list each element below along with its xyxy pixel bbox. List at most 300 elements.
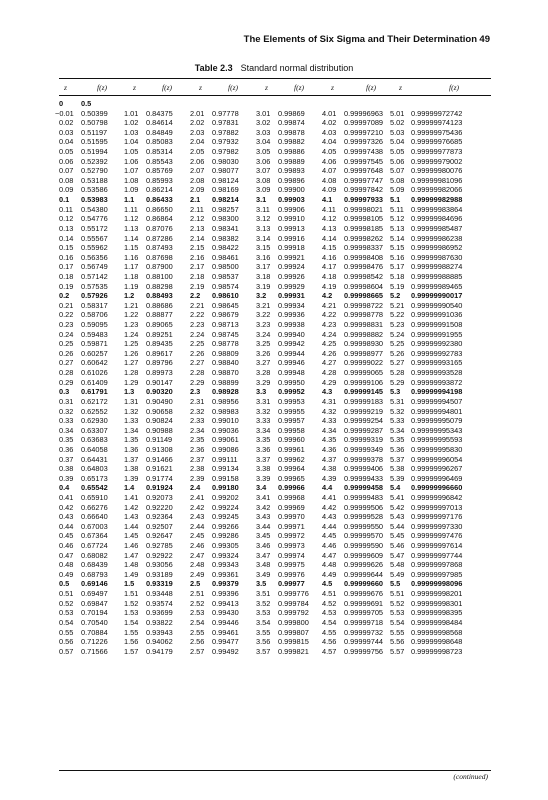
column-header: f(z) bbox=[228, 83, 238, 92]
table-cell: 0.28 bbox=[59, 368, 74, 378]
table-cell: 0.98257 bbox=[212, 204, 239, 214]
table-cell: 0.92922 bbox=[146, 550, 173, 560]
table-cell: 2.33 bbox=[190, 416, 205, 426]
table-cell: 0.89251 bbox=[146, 329, 173, 339]
table-cell: 0.62552 bbox=[81, 406, 108, 416]
table-cell: 0.99958 bbox=[278, 425, 305, 435]
column-header: z bbox=[265, 83, 268, 92]
table-cell: 0.99999986952 bbox=[411, 243, 463, 253]
table-cell: 3.4 bbox=[256, 483, 267, 493]
table-cell: 0.99999183 bbox=[344, 396, 384, 406]
table-cell: 0.97982 bbox=[212, 147, 239, 157]
table-cell: 0.99896 bbox=[278, 175, 305, 185]
table-cell: 0.99343 bbox=[212, 560, 239, 570]
table-cell: 0.999815 bbox=[278, 637, 309, 647]
table-cell: 0.99998337 bbox=[344, 243, 384, 253]
table-cell: 0.99999991955 bbox=[411, 329, 463, 339]
table-cell: 0.93699 bbox=[146, 608, 173, 618]
table-cell: 5.38 bbox=[390, 464, 405, 474]
table-cell: 2.23 bbox=[190, 320, 205, 330]
table-cell: 0.99999287 bbox=[344, 425, 384, 435]
table-cell: 1.37 bbox=[124, 454, 139, 464]
table-cell: 0.99999219 bbox=[344, 406, 384, 416]
table-cell: 5.27 bbox=[390, 358, 405, 368]
table-cell: 0.86864 bbox=[146, 214, 173, 224]
table-cell: 0.98679 bbox=[212, 310, 239, 320]
table-cell: 2.36 bbox=[190, 444, 205, 454]
table-cell: 1.47 bbox=[124, 550, 139, 560]
table-cell: 0.99999406 bbox=[344, 464, 384, 474]
table-cell: 0.92220 bbox=[146, 502, 173, 512]
table-cell: 3.55 bbox=[256, 627, 271, 637]
table-cell: 2.3 bbox=[190, 387, 201, 397]
table-cell: 0.98713 bbox=[212, 320, 239, 330]
table-cell: 0.54380 bbox=[81, 204, 108, 214]
table-cell: 5.55 bbox=[390, 627, 405, 637]
table-cell: 1.31 bbox=[124, 396, 139, 406]
table-cell: 2.5 bbox=[190, 579, 201, 589]
table-cell: 1.46 bbox=[124, 541, 139, 551]
table-cell: 0.99999990017 bbox=[411, 291, 463, 301]
table-cell: 0.99999996660 bbox=[411, 483, 463, 493]
bottom-rule bbox=[59, 770, 491, 771]
table-cell: 2.08 bbox=[190, 175, 205, 185]
table-cell: 5.56 bbox=[390, 637, 405, 647]
table-cell: 0.49 bbox=[59, 569, 74, 579]
table-cell: 0.58706 bbox=[81, 310, 108, 320]
table-cell: 0.98745 bbox=[212, 329, 239, 339]
table-cell: 0.98077 bbox=[212, 166, 239, 176]
table-row bbox=[59, 310, 491, 320]
table-cell: 0.99964 bbox=[278, 464, 305, 474]
table-cell: 0.999807 bbox=[278, 627, 309, 637]
table-cell: 4.32 bbox=[322, 406, 337, 416]
table-row bbox=[59, 195, 491, 205]
table-cell: 0.99997438 bbox=[344, 147, 384, 157]
table-cell: 4.47 bbox=[322, 550, 337, 560]
table-cell: 0.99999458 bbox=[344, 483, 384, 493]
table-cell: 0.88100 bbox=[146, 271, 173, 281]
table-cell: 0.55567 bbox=[81, 233, 108, 243]
table-cell: 4.19 bbox=[322, 281, 337, 291]
table-cell: 1.13 bbox=[124, 223, 139, 233]
table-cell: 0.25 bbox=[59, 339, 74, 349]
table-cell: 5.17 bbox=[390, 262, 405, 272]
table-cell: 3.56 bbox=[256, 637, 271, 647]
table-cell: 0.99999550 bbox=[344, 521, 384, 531]
table-cell: 0.61409 bbox=[81, 377, 108, 387]
table-row bbox=[59, 137, 491, 147]
table-cell: 3.39 bbox=[256, 473, 271, 483]
table-cell: 3.37 bbox=[256, 454, 271, 464]
table-cell: 0.99999992380 bbox=[411, 339, 463, 349]
table-row bbox=[59, 551, 491, 561]
table-cell: 1.5 bbox=[124, 579, 135, 589]
table-cell: 0.59871 bbox=[81, 339, 108, 349]
table-cell: 4.21 bbox=[322, 300, 337, 310]
table-cell: 1.52 bbox=[124, 598, 139, 608]
table-cell: 2.11 bbox=[190, 204, 204, 214]
table-cell: 3.57 bbox=[256, 646, 271, 656]
table-cell: 4.2 bbox=[322, 291, 333, 301]
table-cell: 5.07 bbox=[390, 166, 405, 176]
table-cell: 0.99955 bbox=[278, 406, 305, 416]
table-row bbox=[59, 234, 491, 244]
table-cell: 0.99900 bbox=[278, 185, 305, 195]
table-cell: 2.05 bbox=[190, 147, 205, 157]
table-cell: 1.29 bbox=[124, 377, 139, 387]
table-cell: 5.39 bbox=[390, 473, 405, 483]
table-cell: 0.67364 bbox=[81, 531, 108, 541]
table-cell: 0.5 bbox=[81, 99, 92, 108]
table-cell: 5.22 bbox=[390, 310, 405, 320]
table-cell: 0.11 bbox=[59, 204, 73, 214]
table-cell: 5.51 bbox=[390, 589, 405, 599]
table-cell: 1.14 bbox=[124, 233, 139, 243]
table-cell: 0.53586 bbox=[81, 185, 108, 195]
table-cell: 0.99461 bbox=[212, 627, 239, 637]
table-cell: 0.87493 bbox=[146, 243, 173, 253]
table-cell: 3.47 bbox=[256, 550, 271, 560]
table-cell: 3.43 bbox=[256, 512, 271, 522]
table-row bbox=[59, 560, 491, 570]
table-cell: 2.29 bbox=[190, 377, 205, 387]
table-cell: 0.45 bbox=[59, 531, 74, 541]
table-cell: 0.99999705 bbox=[344, 608, 384, 618]
table-cell: 0.93574 bbox=[146, 598, 173, 608]
table-cell: 0.99924 bbox=[278, 262, 305, 272]
table-title: Standard normal distribution bbox=[240, 63, 354, 73]
table-cell: 0.99999570 bbox=[344, 531, 384, 541]
table-cell: 4.14 bbox=[322, 233, 337, 243]
table-cell: 5.19 bbox=[390, 281, 405, 291]
table-cell: 0.99999985487 bbox=[411, 223, 463, 233]
table-cell: 1.48 bbox=[124, 560, 139, 570]
table-row bbox=[59, 272, 491, 282]
table-cell: 0.86650 bbox=[146, 204, 173, 214]
table-cell: 0.99036 bbox=[212, 425, 239, 435]
table-cell: 0.99999997176 bbox=[411, 512, 463, 522]
table-cell: 3.31 bbox=[256, 396, 271, 406]
table-cell: 4.16 bbox=[322, 252, 337, 262]
table-cell: 0.99999433 bbox=[344, 473, 384, 483]
table-cell: 5.06 bbox=[390, 156, 405, 166]
table-cell: 0.99999349 bbox=[344, 444, 384, 454]
table-cell: 0.98030 bbox=[212, 156, 239, 166]
table-cell: 0.99999972742 bbox=[411, 108, 463, 118]
table-cell: 4.57 bbox=[322, 646, 337, 656]
table-cell: 2.26 bbox=[190, 348, 205, 358]
table-cell: 0.99944 bbox=[278, 348, 305, 358]
column-header: z bbox=[331, 83, 334, 92]
table-cell: 3.05 bbox=[256, 147, 271, 157]
table-cell: 0.66640 bbox=[81, 512, 108, 522]
table-cell: 5.18 bbox=[390, 271, 405, 281]
table-cell: 3.52 bbox=[256, 598, 271, 608]
table-cell: 0.56749 bbox=[81, 262, 108, 272]
table-cell: 0.99999996842 bbox=[411, 492, 463, 502]
table-cell: 4.35 bbox=[322, 435, 337, 445]
table-cell: 5.3 bbox=[390, 387, 401, 397]
table-cell: 2.45 bbox=[190, 531, 205, 541]
column-header: f(z) bbox=[366, 83, 376, 92]
table-cell: 0.98899 bbox=[212, 377, 239, 387]
table-cell: 3.5 bbox=[256, 579, 267, 589]
table-cell: 2.01 bbox=[190, 108, 205, 118]
table-cell: 0.99134 bbox=[212, 464, 239, 474]
table-cell: 1.22 bbox=[124, 310, 139, 320]
table-cell: 5.43 bbox=[390, 512, 405, 522]
table-cell: 2.16 bbox=[190, 252, 205, 262]
table-cell: 0.99999998723 bbox=[411, 646, 463, 656]
table-cell: 0.99999998201 bbox=[411, 589, 463, 599]
table-cell: 2.12 bbox=[190, 214, 205, 224]
table-cell: 0.99938 bbox=[278, 320, 305, 330]
table-cell: 0.89973 bbox=[146, 368, 173, 378]
table-cell: 0.99976 bbox=[278, 569, 305, 579]
table-cell: 3.24 bbox=[256, 329, 271, 339]
table-cell: 0.62930 bbox=[81, 416, 108, 426]
table-row bbox=[59, 637, 491, 647]
table-cell: 4.37 bbox=[322, 454, 337, 464]
table-cell: 3.22 bbox=[256, 310, 271, 320]
page-number: 49 bbox=[479, 34, 490, 45]
table-cell: 0.93448 bbox=[146, 589, 173, 599]
column-header: z bbox=[64, 83, 67, 92]
table-cell: 0.99999982988 bbox=[411, 195, 463, 205]
table-cell: 4.38 bbox=[322, 464, 337, 474]
table-cell: 0.99970 bbox=[278, 512, 305, 522]
table-cell: 4.09 bbox=[322, 185, 337, 195]
table-cell: 0.99999986238 bbox=[411, 233, 463, 243]
table-cell: 0.65910 bbox=[81, 492, 108, 502]
table-cell: 0.36 bbox=[59, 444, 74, 454]
table-cell: 0.99953 bbox=[278, 396, 305, 406]
table-cell: 4.11 bbox=[322, 204, 336, 214]
table-cell: 0.99999609 bbox=[344, 550, 384, 560]
table-cell: 0.99999995593 bbox=[411, 435, 463, 445]
table-cell: 3.44 bbox=[256, 521, 271, 531]
running-header bbox=[0, 34, 548, 48]
table-cell: 0.59483 bbox=[81, 329, 108, 339]
table-cell: 0.12 bbox=[59, 214, 74, 224]
table-cell: 3.28 bbox=[256, 368, 271, 378]
table-cell: 1.23 bbox=[124, 320, 139, 330]
table-row bbox=[59, 320, 491, 330]
table-cell: 0.99918 bbox=[278, 243, 305, 253]
table-cell: 2.49 bbox=[190, 569, 205, 579]
table-cell: 0.99968 bbox=[278, 492, 305, 502]
table-cell: 0.99180 bbox=[212, 483, 239, 493]
table-cell: 0.99999998484 bbox=[411, 617, 463, 627]
table-cell: 1.28 bbox=[124, 368, 139, 378]
table-cell: 4.44 bbox=[322, 521, 337, 531]
table-cell: 0.42 bbox=[59, 502, 74, 512]
table-cell: 1.04 bbox=[124, 137, 139, 147]
table-cell: 0.99972 bbox=[278, 531, 305, 541]
table-cell: 0.37 bbox=[59, 454, 74, 464]
table-cell: 0.87900 bbox=[146, 262, 173, 272]
table-cell: 2.35 bbox=[190, 435, 205, 445]
table-cell: 0.99999065 bbox=[344, 368, 384, 378]
table-cell: 1.03 bbox=[124, 127, 139, 137]
table-row bbox=[59, 291, 491, 301]
table-cell: 0.99245 bbox=[212, 512, 239, 522]
table-cell: 4.18 bbox=[322, 271, 337, 281]
table-cell: 0.99305 bbox=[212, 541, 239, 551]
table-cell: 2.19 bbox=[190, 281, 205, 291]
table-cell: 0.93319 bbox=[146, 579, 173, 589]
table-cell: 0.99999145 bbox=[344, 387, 384, 397]
table-cell: 1.34 bbox=[124, 425, 139, 435]
table-cell: 0.65542 bbox=[81, 483, 108, 493]
table-cell: 1.45 bbox=[124, 531, 139, 541]
table-cell: 2.38 bbox=[190, 464, 205, 474]
table-cell: 3.33 bbox=[256, 416, 271, 426]
table-cell: 0.87698 bbox=[146, 252, 173, 262]
table-cell: 0.99286 bbox=[212, 531, 239, 541]
table-cell: 4.23 bbox=[322, 320, 337, 330]
table-cell: 5.53 bbox=[390, 608, 405, 618]
table-cell: 4.48 bbox=[322, 560, 337, 570]
table-cell: 0.99999676 bbox=[344, 589, 384, 599]
table-cell: 2.31 bbox=[190, 396, 205, 406]
table-cell: 1.01 bbox=[124, 108, 139, 118]
table-row bbox=[59, 128, 491, 138]
table-cell: 0.92647 bbox=[146, 531, 173, 541]
table-cell: 0.64058 bbox=[81, 444, 108, 454]
table-cell: 1.16 bbox=[124, 252, 139, 262]
table-cell: 5.12 bbox=[390, 214, 405, 224]
table-cell: 0.99886 bbox=[278, 147, 305, 157]
table-cell: 0.48 bbox=[59, 560, 74, 570]
table-cell: 5.05 bbox=[390, 147, 405, 157]
table-cell: 1.05 bbox=[124, 147, 139, 157]
table-cell: 2.2 bbox=[190, 291, 201, 301]
table-cell: 5.2 bbox=[390, 291, 401, 301]
table-cell: 4.55 bbox=[322, 627, 337, 637]
table-cell: 5.41 bbox=[390, 492, 405, 502]
table-cell: 0.99997747 bbox=[344, 175, 384, 185]
top-rule bbox=[59, 78, 491, 79]
table-cell: 0.99998408 bbox=[344, 252, 384, 262]
table-cell: 3.49 bbox=[256, 569, 271, 579]
table-cell: 0.07 bbox=[59, 166, 74, 176]
table-cell: 3.09 bbox=[256, 185, 271, 195]
column-header: f(z) bbox=[449, 83, 459, 92]
table-cell: 4.5 bbox=[322, 579, 333, 589]
table-cell: 1.26 bbox=[124, 348, 139, 358]
table-cell: 1.09 bbox=[124, 185, 139, 195]
table-cell: 0.03 bbox=[59, 127, 74, 137]
table-cell: 3.18 bbox=[256, 271, 271, 281]
table-cell: 0.99999106 bbox=[344, 377, 384, 387]
table-cell: 3.1 bbox=[256, 195, 267, 205]
table-cell: 0.99997842 bbox=[344, 185, 384, 195]
table-cell: 4.22 bbox=[322, 310, 337, 320]
table-cell: 0.99999988885 bbox=[411, 271, 463, 281]
table-cell: 5.01 bbox=[390, 108, 405, 118]
table-cell: 0.34 bbox=[59, 425, 74, 435]
table-cell: 0.98422 bbox=[212, 243, 239, 253]
table-cell: 0.24 bbox=[59, 329, 74, 339]
table-cell: 0.99999993165 bbox=[411, 358, 463, 368]
table-cell: 4.05 bbox=[322, 147, 337, 157]
table-cell: 0.99999718 bbox=[344, 617, 384, 627]
table-cell: 1.19 bbox=[124, 281, 139, 291]
table-cell: 0.69497 bbox=[81, 589, 108, 599]
table-cell: 0.99966 bbox=[278, 483, 305, 493]
table-row bbox=[59, 147, 491, 157]
table-cell: 0.35 bbox=[59, 435, 74, 445]
table-cell: 0.99999996054 bbox=[411, 454, 463, 464]
table-cell: 1.57 bbox=[124, 646, 139, 656]
table-cell: 5.31 bbox=[390, 396, 405, 406]
table-cell: 2.57 bbox=[190, 646, 205, 656]
table-cell: 0.93943 bbox=[146, 627, 173, 637]
table-cell: 4.51 bbox=[322, 589, 337, 599]
table-cell: 0.99477 bbox=[212, 637, 239, 647]
table-cell: 0.18 bbox=[59, 271, 74, 281]
table-cell: 4.26 bbox=[322, 348, 337, 358]
table-cell: −0.01 bbox=[55, 108, 74, 118]
table-cell: 2.28 bbox=[190, 368, 205, 378]
table-cell: 0.99324 bbox=[212, 550, 239, 560]
table-cell: 0.99962 bbox=[278, 454, 305, 464]
table-cell: 0.98574 bbox=[212, 281, 239, 291]
table-row bbox=[59, 570, 491, 580]
table-cell: 2.09 bbox=[190, 185, 205, 195]
table-cell: 0.86433 bbox=[146, 195, 173, 205]
table-cell: 2.03 bbox=[190, 127, 205, 137]
table-row bbox=[59, 224, 491, 234]
table-cell: 0.99266 bbox=[212, 521, 239, 531]
table-cell: 0.58317 bbox=[81, 300, 108, 310]
table-cell: 0.99998262 bbox=[344, 233, 384, 243]
table-cell: 0.99999994198 bbox=[411, 387, 463, 397]
table-cell: 3.36 bbox=[256, 444, 271, 454]
table-cell: 1.18 bbox=[124, 271, 139, 281]
table-cell: 0.88298 bbox=[146, 281, 173, 291]
table-cell: 2.42 bbox=[190, 502, 205, 512]
table-cell: 0.99999994507 bbox=[411, 396, 463, 406]
table-row bbox=[59, 185, 491, 195]
table-cell: 0.99086 bbox=[212, 444, 239, 454]
table-cell: 2.44 bbox=[190, 521, 205, 531]
column-header: z bbox=[133, 83, 136, 92]
table-row bbox=[59, 464, 491, 474]
table-cell: 0.90490 bbox=[146, 396, 173, 406]
table-cell: 0.99940 bbox=[278, 329, 305, 339]
table-cell: 0.54776 bbox=[81, 214, 108, 224]
table-cell: 0.17 bbox=[59, 262, 74, 272]
table-row bbox=[59, 608, 491, 618]
table-cell: 4.56 bbox=[322, 637, 337, 647]
table-cell: 0.98928 bbox=[212, 387, 239, 397]
table-row bbox=[59, 618, 491, 628]
table-cell: 0.99948 bbox=[278, 368, 305, 378]
table-cell: 0.47 bbox=[59, 550, 74, 560]
table-cell: 0.99974 bbox=[278, 550, 305, 560]
running-title: The Elements of Six Sigma and Their Determination bbox=[243, 34, 477, 45]
table-cell: 2.17 bbox=[190, 262, 205, 272]
table-cell: 0.99999976685 bbox=[411, 137, 463, 147]
table-cell: 0.99999997614 bbox=[411, 541, 463, 551]
table-cell: 1.17 bbox=[124, 262, 139, 272]
table-cell: 0.98169 bbox=[212, 185, 239, 195]
table-cell: 0.05 bbox=[59, 147, 74, 157]
table-cell: 0.99996963 bbox=[344, 108, 384, 118]
